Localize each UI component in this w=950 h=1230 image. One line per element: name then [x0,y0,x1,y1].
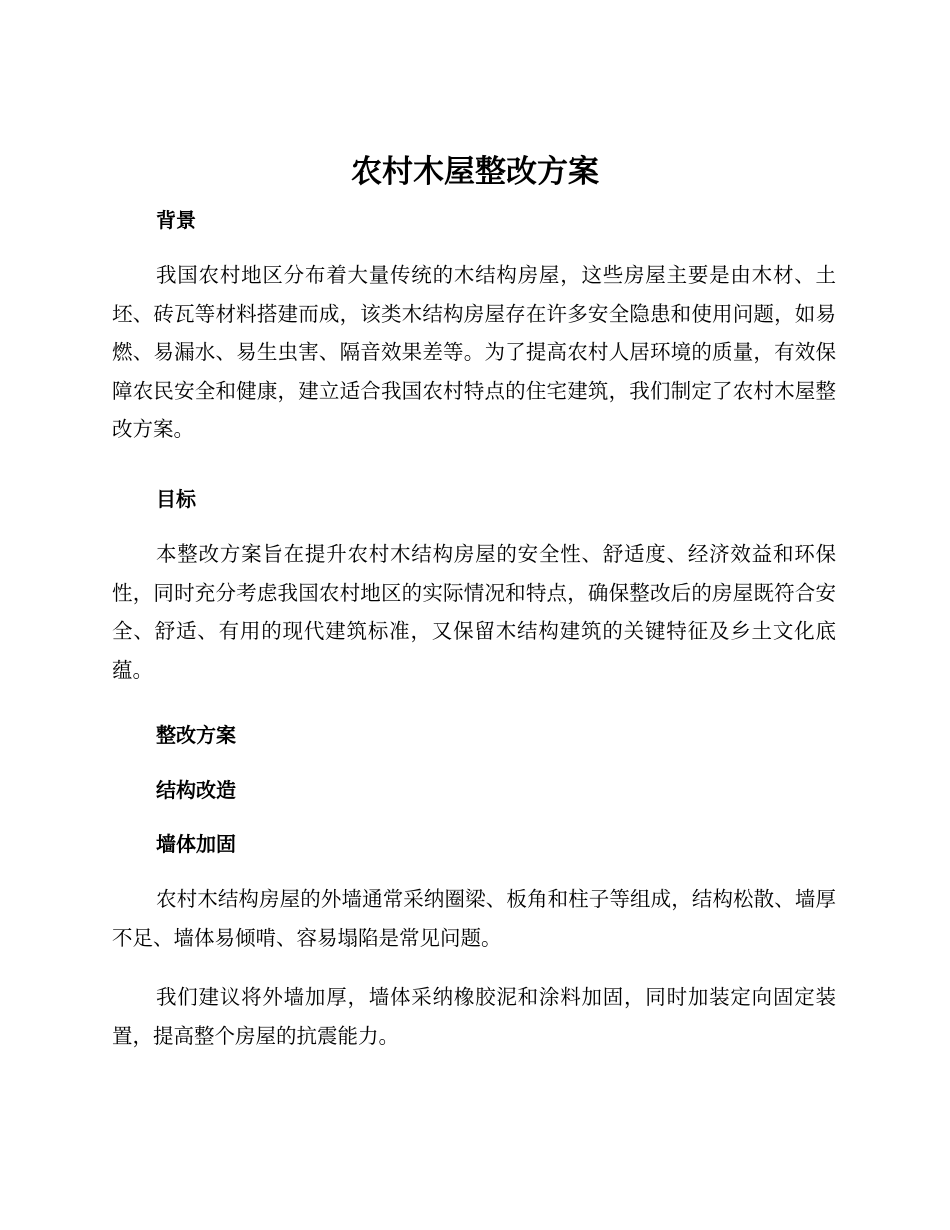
section-heading-background: 背景 [156,208,196,232]
subsection-heading-wall: 墙体加固 [156,832,236,856]
paragraph-wall-2: 我们建议将外墙加厚，墙体采纳橡胶泥和涂料加固，同时加装定向固定装置，提高整个房屋的抗震能力。 [112,985,836,1048]
section-heading-plan: 整改方案 [156,723,236,747]
paragraph-wall-1: 农村木结构房屋的外墙通常采纳圈梁、板角和柱子等组成，结构松散、墙厚不足、墙体易倾啃、容易塌陷是常见问题。 [112,887,836,950]
paragraph-goal: 本整改方案旨在提升农村木结构房屋的安全性、舒适度、经济效益和环保性，同时充分考虑我国农村地区的实际情况和特点，确保整改后的房屋既符合安全、舒适、有用的现代建筑标准，又保留木结构建筑的关键特征及乡土文化底蕴。 [112,542,836,682]
subsection-heading-structure: 结构改造 [156,778,236,802]
section-heading-goal: 目标 [156,487,196,511]
paragraph-background: 我国农村地区分布着大量传统的木结构房屋，这些房屋主要是由木材、土坯、砖瓦等材料搭建而成，该类木结构房屋存在许多安全隐患和使用问题，如易燃、易漏水、易生虫害、隔音效果差等。为了提高农村人居环境的质量，有效保障农民安全和健康，建立适合我国农村特点的住宅建筑，我们制定了农村木屋整改方案。 [112,263,836,441]
document-title: 农村木屋整改方案 [351,154,599,190]
